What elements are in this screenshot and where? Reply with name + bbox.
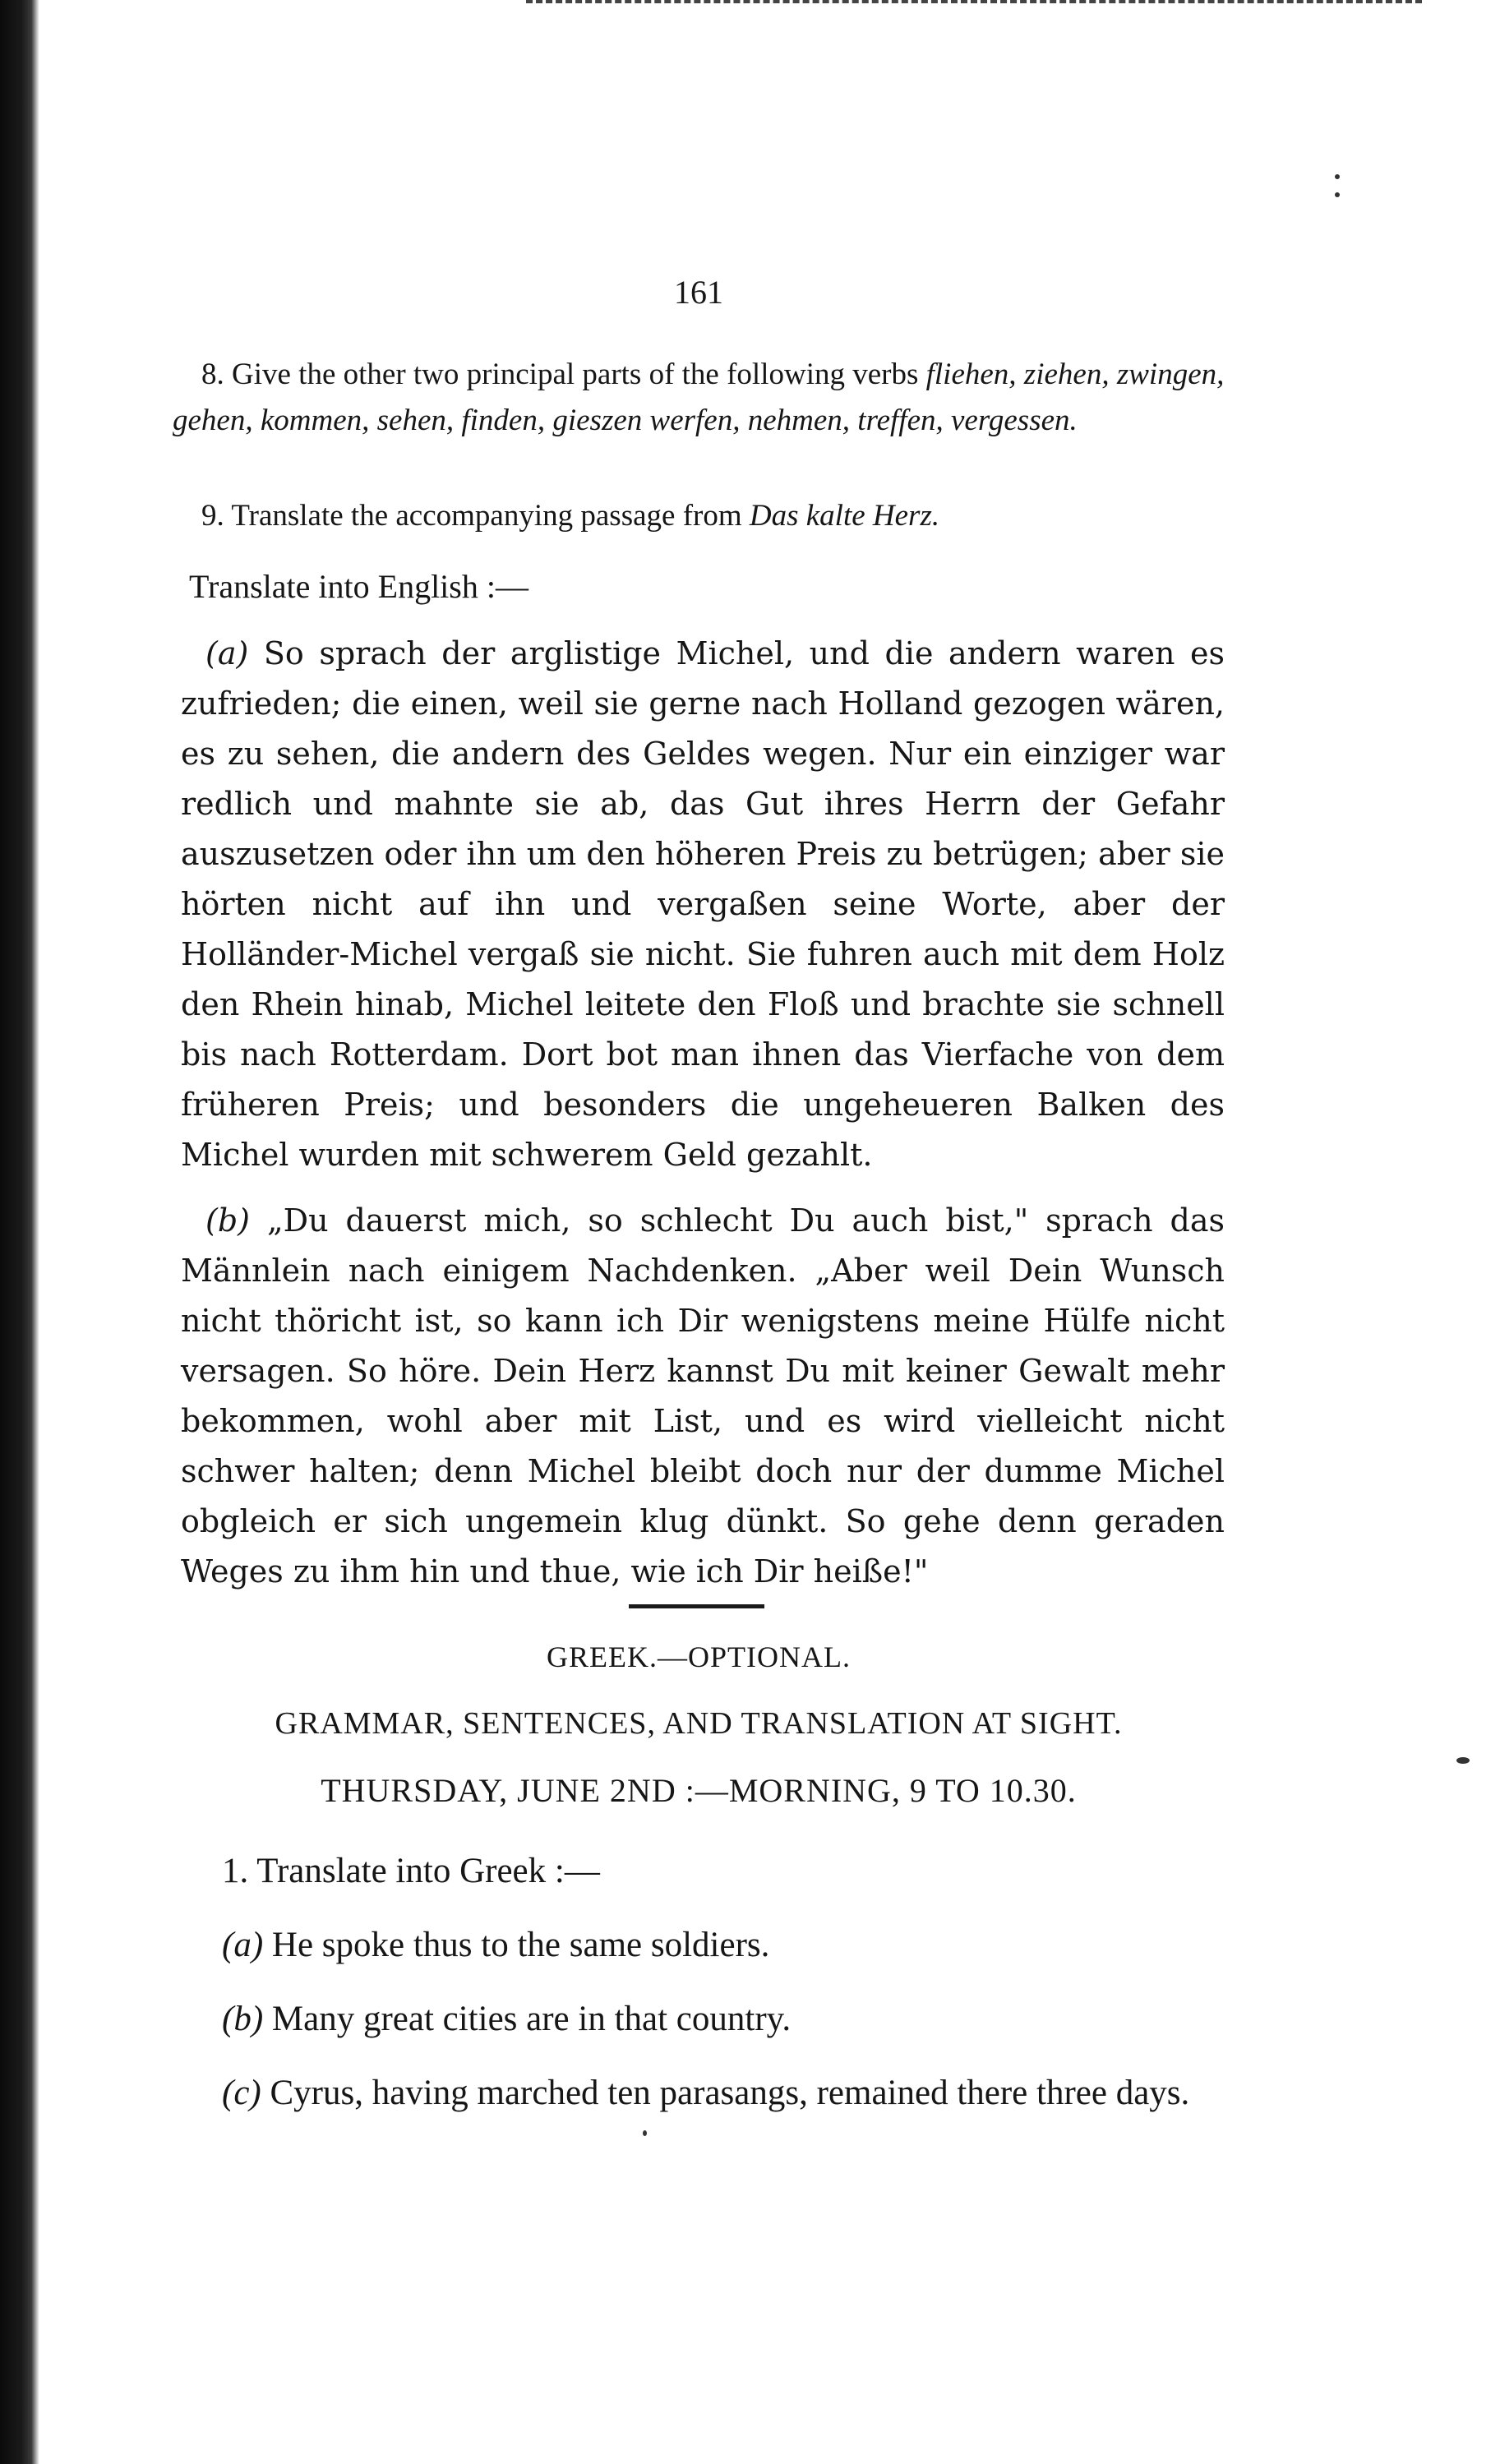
section-divider [629, 1604, 764, 1608]
passage-b-text: „Du dauerst mich, so schlecht Du auch bist," sprach das Männlein nach einigem Nachdenken. „Aber weil Dein Wunsch nicht thöricht ist, so kann ich Dir wenigstens meine Hülfe nicht versagen. So höre. Dein Herz kannst Du mit keiner Gewalt mehr bekommen, wohl aber mit List, und es wird vielleicht nicht schwer halten; denn Michel bleibt doch nur der dumme Michel obgleich er sich ungemein klug dünkt. So gehe denn geraden Weges zu ihm hin und thue, wie ich Dir heiße!" [181, 1202, 1225, 1590]
greek-question-b-text: Many great cities are in that country. [271, 2000, 792, 2038]
greek-question-a-text: He spoke thus to the same soldiers. [271, 1926, 770, 1964]
question-8-verbs: fliehen, ziehen, zwingen, gehen, kommen, sehen, finden, gieszen werfen, nehmen, treffen, vergessen. [173, 358, 1225, 437]
question-9-title: Das kalte Herz. [749, 499, 940, 533]
scan-speck [643, 2130, 647, 2136]
binding-edge [0, 0, 39, 2464]
greek-question-c-marker: (c) [222, 2074, 261, 2112]
scan-speck [1335, 192, 1340, 197]
greek-question-c-text: Cyrus, having marched ten parasangs, remained there three days. [270, 2074, 1190, 2112]
page-number: 161 [674, 274, 723, 311]
greek-question-1: 1. Translate into Greek :— [222, 1852, 600, 1890]
passage-b [181, 1196, 1225, 1597]
translate-heading: Translate into English :— [189, 568, 528, 605]
passage-b-marker: (b) [205, 1202, 250, 1239]
greek-question-b-marker: (b) [222, 2000, 264, 2038]
scan-speck [1456, 1757, 1470, 1764]
passage-a-marker: (a) [205, 635, 249, 671]
question-9-lead: 9. Translate the accompanying passage from [201, 499, 742, 533]
greek-heading: GREEK.—OPTIONAL. [547, 1640, 851, 1673]
scan-speck [1335, 174, 1340, 179]
greek-subheading: GRAMMAR, SENTENCES, AND TRANSLATION AT SIGHT. [275, 1706, 1123, 1741]
passage-a-text: So sprach der arglistige Michel, und die andern waren es zufrieden; die einen, weil sie gerne nach Holland gezogen wären, es zu sehen, die andern des Geldes wegen. Nur ein einziger war redlich und mahnte sie ab, das Gut ihres Herrn der Gefahr auszusetzen oder ihn um den höheren Preis zu betrügen; aber sie hörten nicht auf ihn und vergaßen seine Worte, aber der Holländer-Michel vergaß sie nicht. Sie fuhren auch mit dem Holz den Rhein hinab, Michel leitete den Floß und brachte sie schnell bis nach Rotterdam. Dort bot man ihnen das Vierfache von dem früheren Preis; und besonders die ungeheueren Balken des Michel wurden mit schwerem Geld gezahlt. [181, 635, 1225, 1173]
page [164, 0, 1233, 2464]
question-8 [173, 352, 1233, 444]
exam-schedule: THURSDAY, JUNE 2ND :—MORNING, 9 TO 10.30. [321, 1772, 1077, 1809]
question-8-lead: 8. Give the other two principal parts of the following verbs [201, 358, 919, 391]
question-9 [173, 493, 1233, 539]
passage-a [181, 629, 1225, 1180]
greek-question-a [181, 1919, 1225, 1972]
greek-question-a-marker: (a) [222, 1926, 264, 1964]
greek-question-b [181, 1993, 1225, 2046]
greek-question-c [181, 2067, 1225, 2120]
